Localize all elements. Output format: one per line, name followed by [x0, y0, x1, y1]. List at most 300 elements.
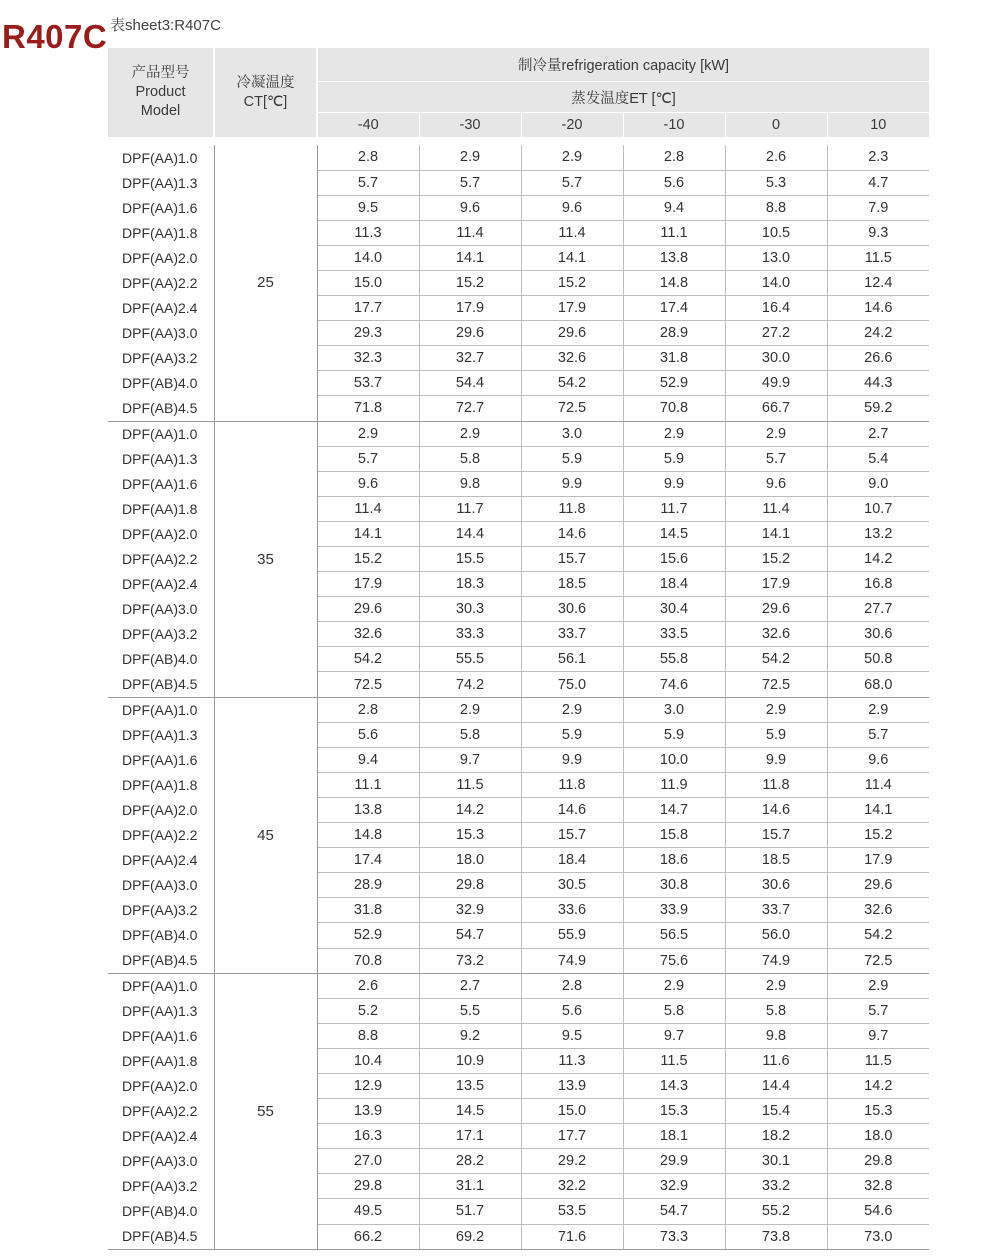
capacity-value-cell: 14.6: [827, 296, 929, 321]
capacity-value-cell: 30.8: [623, 873, 725, 898]
capacity-value-cell: 9.6: [317, 471, 419, 496]
capacity-value-cell: 11.5: [623, 1048, 725, 1073]
capacity-value-cell: 14.4: [419, 521, 521, 546]
table-header: [108, 48, 929, 137]
model-cell: DPF(AB)4.0: [122, 927, 198, 944]
capacity-value-cell: 7.9: [827, 195, 929, 220]
capacity-value-cell: 9.2: [419, 1023, 521, 1048]
model-cell: DPF(AB)4.5: [108, 1224, 214, 1249]
capacity-value-cell: 26.6: [827, 346, 929, 371]
capacity-value-cell: 5.2: [317, 998, 419, 1023]
ct-group: [108, 145, 929, 421]
capacity-value-cell: 2.9: [827, 973, 929, 998]
table-row: [108, 145, 929, 170]
capacity-value-cell: 14.2: [419, 797, 521, 822]
capacity-value-cell: 55.2: [725, 1199, 827, 1224]
capacity-value-cell: 73.0: [827, 1224, 929, 1249]
capacity-value-cell: 72.5: [317, 672, 419, 697]
capacity-value-cell: 14.4: [725, 1073, 827, 1098]
ct-group: [108, 973, 929, 1249]
capacity-value-cell: 56.1: [521, 647, 623, 672]
capacity-value-cell: 17.4: [317, 848, 419, 873]
capacity-value-cell: 2.3: [827, 145, 929, 170]
capacity-value-cell: 11.3: [521, 1048, 623, 1073]
capacity-value-cell: 14.8: [623, 270, 725, 295]
capacity-value-cell: 2.9: [419, 697, 521, 722]
capacity-value-cell: 28.2: [419, 1149, 521, 1174]
capacity-value-cell: 13.8: [317, 797, 419, 822]
model-cell: DPF(AA)1.6: [122, 751, 198, 768]
capacity-value-cell: 53.7: [317, 371, 419, 396]
capacity-value-cell: 70.8: [623, 396, 725, 421]
et-header: 蒸发温度ET [℃]: [317, 82, 929, 113]
capacity-value-cell: 69.2: [419, 1224, 521, 1249]
capacity-value-cell: 15.2: [419, 270, 521, 295]
capacity-value-cell: 54.4: [419, 371, 521, 396]
capacity-value-cell: 14.1: [317, 521, 419, 546]
capacity-value-cell: 17.9: [419, 296, 521, 321]
capacity-value-cell: 2.8: [317, 145, 419, 170]
capacity-value-cell: 15.7: [725, 823, 827, 848]
capacity-value-cell: 14.1: [419, 245, 521, 270]
capacity-value-cell: 2.7: [419, 973, 521, 998]
capacity-value-cell: 32.3: [317, 346, 419, 371]
capacity-value-cell: 52.9: [317, 923, 419, 948]
model-cell: DPF(AA)2.2: [122, 1103, 198, 1120]
capacity-value-cell: 18.0: [419, 848, 521, 873]
capacity-value-cell: 2.8: [317, 697, 419, 722]
model-cell: DPF(AB)4.5: [108, 396, 214, 421]
capacity-value-cell: 3.0: [623, 697, 725, 722]
capacity-value-cell: 13.8: [623, 245, 725, 270]
capacity-value-cell: 2.9: [623, 421, 725, 446]
capacity-value-cell: 11.4: [317, 496, 419, 521]
capacity-value-cell: 9.8: [725, 1023, 827, 1048]
capacity-value-cell: 32.8: [827, 1174, 929, 1199]
capacity-value-cell: 33.7: [725, 898, 827, 923]
capacity-value-cell: 11.7: [419, 496, 521, 521]
model-cell: DPF(AA)2.2: [122, 551, 198, 568]
capacity-value-cell: 2.9: [419, 145, 521, 170]
model-cell: DPF(AA)2.0: [122, 525, 198, 542]
capacity-value-cell: 11.8: [725, 772, 827, 797]
capacity-value-cell: 14.7: [623, 797, 725, 822]
capacity-value-cell: 18.5: [725, 848, 827, 873]
capacity-value-cell: 29.6: [317, 597, 419, 622]
capacity-value-cell: 5.9: [623, 722, 725, 747]
capacity-value-cell: 15.3: [419, 823, 521, 848]
header-spacer: [108, 137, 929, 145]
capacity-value-cell: 4.7: [827, 170, 929, 195]
capacity-value-cell: 14.1: [725, 521, 827, 546]
capacity-value-cell: 15.2: [317, 547, 419, 572]
capacity-value-cell: 54.2: [827, 923, 929, 948]
capacity-value-cell: 11.4: [725, 496, 827, 521]
capacity-value-cell: 17.9: [521, 296, 623, 321]
capacity-value-cell: 2.9: [419, 421, 521, 446]
capacity-value-cell: 73.8: [725, 1224, 827, 1249]
model-cell: DPF(AA)2.0: [122, 801, 198, 818]
capacity-value-cell: 2.8: [521, 973, 623, 998]
capacity-value-cell: 18.2: [725, 1124, 827, 1149]
model-cell: DPF(AB)4.0: [122, 375, 198, 392]
model-cell: DPF(AA)1.6: [122, 1027, 198, 1044]
capacity-value-cell: 74.9: [521, 948, 623, 973]
capacity-value-cell: 11.5: [827, 1048, 929, 1073]
capacity-value-cell: 17.4: [623, 296, 725, 321]
capacity-value-cell: 29.3: [317, 321, 419, 346]
et-column-header: 0: [725, 113, 827, 138]
model-cell: DPF(AA)3.0: [122, 601, 198, 618]
capacity-value-cell: 9.9: [623, 471, 725, 496]
capacity-value-cell: 11.1: [623, 220, 725, 245]
ct-column-header: [214, 48, 317, 137]
et-column-header: 10: [827, 113, 929, 138]
capacity-value-cell: 17.9: [827, 848, 929, 873]
capacity-value-cell: 14.6: [521, 797, 623, 822]
capacity-value-cell: 11.7: [623, 496, 725, 521]
capacity-value-cell: 49.9: [725, 371, 827, 396]
capacity-value-cell: 29.8: [419, 873, 521, 898]
capacity-value-cell: 54.7: [623, 1199, 725, 1224]
model-cell: DPF(AA)2.2: [122, 275, 198, 292]
capacity-value-cell: 15.2: [827, 823, 929, 848]
model-cell: DPF(AA)1.3: [122, 1002, 198, 1019]
ct-value-cell: 55: [214, 973, 317, 1249]
capacity-value-cell: 15.8: [623, 823, 725, 848]
capacity-value-cell: 27.7: [827, 597, 929, 622]
capacity-value-cell: 10.9: [419, 1048, 521, 1073]
capacity-value-cell: 33.7: [521, 622, 623, 647]
capacity-value-cell: 5.9: [623, 446, 725, 471]
capacity-value-cell: 8.8: [725, 195, 827, 220]
capacity-value-cell: 14.0: [725, 270, 827, 295]
model-cell: DPF(AB)4.0: [122, 651, 198, 668]
capacity-value-cell: 15.4: [725, 1099, 827, 1124]
model-cell: DPF(AA)1.6: [122, 475, 198, 492]
model-cell: DPF(AA)1.8: [122, 224, 198, 241]
et-column-header: -20: [521, 113, 623, 138]
capacity-value-cell: 30.3: [419, 597, 521, 622]
capacity-value-cell: 18.4: [521, 848, 623, 873]
capacity-value-cell: 5.7: [827, 998, 929, 1023]
capacity-value-cell: 16.4: [725, 296, 827, 321]
capacity-value-cell: 5.9: [521, 722, 623, 747]
model-header-en1: Product: [135, 84, 186, 100]
capacity-value-cell: 5.6: [623, 170, 725, 195]
model-cell: DPF(AA)1.8: [122, 1052, 198, 1069]
capacity-value-cell: 53.5: [521, 1199, 623, 1224]
capacity-value-cell: 9.5: [317, 195, 419, 220]
capacity-value-cell: 15.7: [521, 547, 623, 572]
capacity-value-cell: 18.1: [623, 1124, 725, 1149]
capacity-value-cell: 74.9: [725, 948, 827, 973]
capacity-value-cell: 72.5: [725, 672, 827, 697]
capacity-value-cell: 14.3: [623, 1073, 725, 1098]
capacity-value-cell: 13.9: [317, 1099, 419, 1124]
capacity-value-cell: 18.5: [521, 572, 623, 597]
capacity-value-cell: 10.0: [623, 747, 725, 772]
capacity-value-cell: 2.9: [725, 421, 827, 446]
capacity-value-cell: 9.7: [419, 747, 521, 772]
capacity-value-cell: 30.5: [521, 873, 623, 898]
capacity-value-cell: 11.9: [623, 772, 725, 797]
model-header-en2: Model: [140, 103, 181, 119]
capacity-value-cell: 14.1: [827, 797, 929, 822]
capacity-value-cell: 14.6: [725, 797, 827, 822]
model-cell: DPF(AA)2.0: [122, 1078, 198, 1095]
capacity-value-cell: 72.5: [827, 948, 929, 973]
capacity-value-cell: 49.5: [317, 1199, 419, 1224]
capacity-value-cell: 5.9: [725, 722, 827, 747]
capacity-value-cell: 54.2: [725, 647, 827, 672]
capacity-value-cell: 71.8: [317, 396, 419, 421]
capacity-value-cell: 14.1: [521, 245, 623, 270]
capacity-value-cell: 52.9: [623, 371, 725, 396]
capacity-value-cell: 15.0: [521, 1099, 623, 1124]
capacity-value-cell: 73.3: [623, 1224, 725, 1249]
et-column-header: -10: [623, 113, 725, 138]
capacity-value-cell: 29.6: [827, 873, 929, 898]
brand-title: R407C: [2, 18, 108, 55]
capacity-value-cell: 5.7: [317, 446, 419, 471]
capacity-value-cell: 9.6: [419, 195, 521, 220]
model-header-cn: 产品型号: [131, 65, 190, 81]
model-cell: DPF(AB)4.5: [108, 672, 214, 697]
capacity-value-cell: 16.3: [317, 1124, 419, 1149]
capacity-value-cell: 59.2: [827, 396, 929, 421]
capacity-value-cell: 75.6: [623, 948, 725, 973]
model-cell: DPF(AA)1.0: [122, 701, 198, 718]
capacity-value-cell: 11.1: [317, 772, 419, 797]
capacity-value-cell: 14.0: [317, 245, 419, 270]
ct-value-cell: 45: [214, 697, 317, 973]
model-cell: DPF(AA)2.4: [122, 300, 198, 317]
capacity-value-cell: 2.9: [623, 973, 725, 998]
capacity-value-cell: 30.6: [827, 622, 929, 647]
capacity-value-cell: 2.9: [725, 973, 827, 998]
capacity-value-cell: 50.8: [827, 647, 929, 672]
capacity-value-cell: 33.5: [623, 622, 725, 647]
capacity-value-cell: 9.7: [827, 1023, 929, 1048]
refrigeration-capacity-table: [108, 48, 929, 1250]
capacity-value-cell: 55.8: [623, 647, 725, 672]
capacity-value-cell: 10.7: [827, 496, 929, 521]
capacity-value-cell: 74.2: [419, 672, 521, 697]
capacity-value-cell: 9.7: [623, 1023, 725, 1048]
capacity-value-cell: 5.8: [419, 446, 521, 471]
capacity-value-cell: 27.0: [317, 1149, 419, 1174]
model-cell: DPF(AA)3.0: [122, 1153, 198, 1170]
capacity-value-cell: 15.0: [317, 270, 419, 295]
capacity-value-cell: 15.3: [827, 1099, 929, 1124]
capacity-value-cell: 74.6: [623, 672, 725, 697]
capacity-value-cell: 11.4: [521, 220, 623, 245]
capacity-value-cell: 56.0: [725, 923, 827, 948]
capacity-value-cell: 56.5: [623, 923, 725, 948]
et-column-header: -30: [419, 113, 521, 138]
capacity-value-cell: 18.4: [623, 572, 725, 597]
capacity-value-cell: 5.7: [317, 170, 419, 195]
capacity-value-cell: 32.6: [725, 622, 827, 647]
capacity-value-cell: 17.9: [317, 572, 419, 597]
capacity-value-cell: 72.5: [521, 396, 623, 421]
capacity-value-cell: 29.6: [725, 597, 827, 622]
capacity-value-cell: 32.6: [827, 898, 929, 923]
capacity-value-cell: 3.0: [521, 421, 623, 446]
capacity-value-cell: 5.6: [521, 998, 623, 1023]
model-cell: DPF(AA)2.2: [122, 827, 198, 844]
model-cell: DPF(AA)3.2: [122, 626, 198, 643]
capacity-value-cell: 10.4: [317, 1048, 419, 1073]
model-cell: DPF(AB)4.0: [122, 1203, 198, 1220]
capacity-value-cell: 5.9: [521, 446, 623, 471]
capacity-value-cell: 11.5: [827, 245, 929, 270]
ct-group: [108, 697, 929, 973]
model-cell: DPF(AA)2.4: [122, 576, 198, 593]
capacity-value-cell: 30.1: [725, 1149, 827, 1174]
capacity-value-cell: 9.9: [521, 471, 623, 496]
capacity-value-cell: 71.6: [521, 1224, 623, 1249]
capacity-value-cell: 28.9: [623, 321, 725, 346]
model-cell: DPF(AA)3.2: [122, 1178, 198, 1195]
capacity-value-cell: 31.8: [623, 346, 725, 371]
capacity-value-cell: 29.9: [623, 1149, 725, 1174]
capacity-value-cell: 28.9: [317, 873, 419, 898]
capacity-value-cell: 9.6: [827, 747, 929, 772]
capacity-value-cell: 30.6: [725, 873, 827, 898]
model-cell: DPF(AB)4.5: [108, 948, 214, 973]
capacity-header: 制冷量refrigeration capacity [kW]: [317, 48, 929, 82]
capacity-value-cell: 32.7: [419, 346, 521, 371]
capacity-value-cell: 5.7: [827, 722, 929, 747]
capacity-value-cell: 10.5: [725, 220, 827, 245]
capacity-value-cell: 12.9: [317, 1073, 419, 1098]
model-cell: DPF(AA)1.0: [122, 977, 198, 994]
capacity-value-cell: 29.6: [521, 321, 623, 346]
capacity-value-cell: 14.5: [419, 1099, 521, 1124]
model-cell: DPF(AA)2.0: [122, 249, 198, 266]
capacity-value-cell: 9.0: [827, 471, 929, 496]
capacity-value-cell: 30.4: [623, 597, 725, 622]
capacity-value-cell: 5.8: [623, 998, 725, 1023]
capacity-value-cell: 44.3: [827, 371, 929, 396]
capacity-value-cell: 17.1: [419, 1124, 521, 1149]
ct-header-en: CT[℃]: [243, 93, 288, 110]
model-cell: DPF(AA)2.4: [122, 852, 198, 869]
capacity-value-cell: 9.9: [725, 747, 827, 772]
capacity-value-cell: 5.8: [725, 998, 827, 1023]
model-cell: DPF(AA)3.0: [122, 877, 198, 894]
capacity-value-cell: 13.0: [725, 245, 827, 270]
model-cell: DPF(AA)1.3: [122, 174, 198, 191]
capacity-value-cell: 11.4: [419, 220, 521, 245]
capacity-value-cell: 8.8: [317, 1023, 419, 1048]
capacity-value-cell: 9.6: [725, 471, 827, 496]
ct-group: [108, 421, 929, 697]
capacity-value-cell: 2.9: [317, 421, 419, 446]
capacity-value-cell: 5.3: [725, 170, 827, 195]
capacity-value-cell: 5.7: [521, 170, 623, 195]
capacity-value-cell: 18.0: [827, 1124, 929, 1149]
model-cell: DPF(AA)3.0: [122, 325, 198, 342]
capacity-value-cell: 31.8: [317, 898, 419, 923]
model-cell: DPF(AA)1.3: [122, 726, 198, 743]
capacity-value-cell: 32.9: [419, 898, 521, 923]
model-cell: DPF(AA)1.0: [122, 425, 198, 442]
capacity-value-cell: 15.2: [725, 547, 827, 572]
model-cell: DPF(AA)1.8: [122, 776, 198, 793]
capacity-value-cell: 9.8: [419, 471, 521, 496]
capacity-value-cell: 29.8: [827, 1149, 929, 1174]
capacity-value-cell: 18.6: [623, 848, 725, 873]
capacity-value-cell: 29.6: [419, 321, 521, 346]
capacity-value-cell: 2.9: [521, 697, 623, 722]
ct-header-cn: 冷凝温度: [236, 74, 295, 91]
capacity-value-cell: 33.6: [521, 898, 623, 923]
capacity-value-cell: 33.3: [419, 622, 521, 647]
capacity-value-cell: 32.9: [623, 1174, 725, 1199]
sheet-caption: 表sheet3:R407C: [110, 17, 221, 34]
capacity-value-cell: 55.5: [419, 647, 521, 672]
capacity-value-cell: 29.8: [317, 1174, 419, 1199]
et-column-header: -40: [317, 113, 419, 138]
capacity-value-cell: 2.6: [725, 145, 827, 170]
capacity-value-cell: 2.6: [317, 973, 419, 998]
model-cell: DPF(AA)2.4: [122, 1128, 198, 1145]
capacity-value-cell: 15.5: [419, 547, 521, 572]
capacity-value-cell: 5.8: [419, 722, 521, 747]
capacity-value-cell: 14.2: [827, 1073, 929, 1098]
capacity-value-cell: 24.2: [827, 321, 929, 346]
capacity-value-cell: 13.5: [419, 1073, 521, 1098]
capacity-value-cell: 17.7: [317, 296, 419, 321]
capacity-value-cell: 11.8: [521, 496, 623, 521]
capacity-value-cell: 9.3: [827, 220, 929, 245]
capacity-value-cell: 54.2: [317, 647, 419, 672]
capacity-value-cell: 75.0: [521, 672, 623, 697]
capacity-value-cell: 9.5: [521, 1023, 623, 1048]
capacity-value-cell: 30.6: [521, 597, 623, 622]
capacity-value-cell: 15.6: [623, 547, 725, 572]
model-cell: DPF(AA)1.0: [122, 149, 198, 166]
capacity-value-cell: 5.6: [317, 722, 419, 747]
capacity-value-cell: 11.6: [725, 1048, 827, 1073]
capacity-value-cell: 27.2: [725, 321, 827, 346]
model-cell: DPF(AA)1.8: [122, 500, 198, 517]
capacity-value-cell: 11.4: [827, 772, 929, 797]
capacity-value-cell: 2.7: [827, 421, 929, 446]
capacity-value-cell: 68.0: [827, 672, 929, 697]
ct-value-cell: 25: [214, 145, 317, 421]
capacity-value-cell: 14.2: [827, 547, 929, 572]
capacity-value-cell: 2.8: [623, 145, 725, 170]
capacity-value-cell: 2.9: [725, 697, 827, 722]
capacity-value-cell: 5.5: [419, 998, 521, 1023]
capacity-value-cell: 33.2: [725, 1174, 827, 1199]
capacity-value-cell: 55.9: [521, 923, 623, 948]
capacity-value-cell: 9.4: [317, 747, 419, 772]
capacity-value-cell: 17.9: [725, 572, 827, 597]
capacity-value-cell: 12.4: [827, 270, 929, 295]
capacity-value-cell: 32.6: [521, 346, 623, 371]
ct-value-cell: 35: [214, 421, 317, 697]
capacity-value-cell: 11.3: [317, 220, 419, 245]
capacity-value-cell: 17.7: [521, 1124, 623, 1149]
capacity-value-cell: 14.5: [623, 521, 725, 546]
capacity-value-cell: 16.8: [827, 572, 929, 597]
capacity-value-cell: 54.2: [521, 371, 623, 396]
